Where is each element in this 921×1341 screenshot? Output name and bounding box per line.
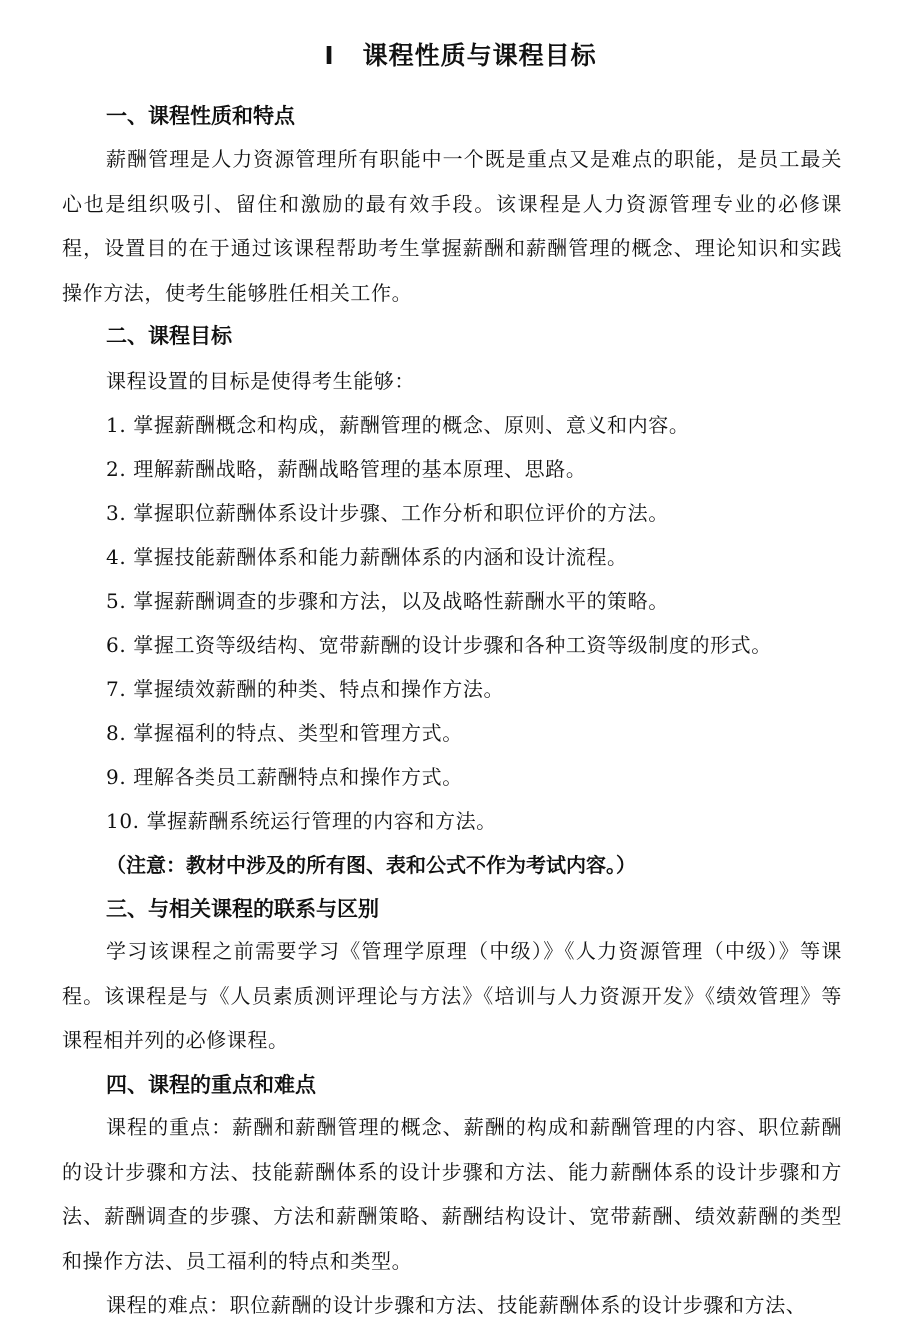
objective-item-2: 2. 理解薪酬战略，薪酬战略管理的基本原理、思路。 — [106, 457, 587, 481]
paragraph-key-points: 课程的重点：薪酬和薪酬管理的概念、薪酬的构成和薪酬管理的内容、职位薪酬的设计步骤和方法、技能薪酬体系的设计步骤和方法、能力薪酬体系的设计步骤和方法、薪酬调查的步骤、方法和薪酬策略、薪酬结构设计、宽带薪酬、绩效薪酬的类型和操作方法、员工福利的特点和类型。 — [62, 1115, 842, 1273]
objective-item-7: 7. 掌握绩效薪酬的种类、特点和操作方法。 — [106, 677, 505, 701]
section-heading-objectives: 二、课程目标 — [106, 324, 232, 348]
title-text: 课程性质与课程目标 — [362, 41, 597, 70]
page-title — [0, 38, 921, 74]
objective-item-6: 6. 掌握工资等级结构、宽带薪酬的设计步骤和各种工资等级制度的形式。 — [106, 633, 772, 657]
paragraph-difficult-points: 课程的难点：职位薪酬的设计步骤和方法、技能薪酬体系的设计步骤和方法、 — [106, 1293, 807, 1317]
paragraph-course-nature: 薪酬管理是人力资源管理所有职能中一个既是重点又是难点的职能，是员工最关心也是组织吸引、留住和激励的最有效手段。该课程是人力资源管理专业的必修课程，设置目的在于通过该课程帮助考生掌握薪酬和薪酬管理的概念、理论知识和实践操作方法，使考生能够胜任相关工作。 — [62, 147, 842, 305]
paragraph-related-courses: 学习该课程之前需要学习《管理学原理（中级）》《人力资源管理（中级）》等课程。该课程是与《人员素质测评理论与方法》《培训与人力资源开发》《绩效管理》等课程相并列的必修课程。 — [62, 939, 842, 1052]
exam-note: （注意：教材中涉及的所有图、表和公式不作为考试内容。） — [106, 853, 636, 877]
section-heading-related-courses: 三、与相关课程的联系与区别 — [106, 897, 379, 921]
title-number: Ⅰ — [324, 41, 335, 70]
objective-item-5: 5. 掌握薪酬调查的步骤和方法，以及战略性薪酬水平的策略。 — [106, 589, 669, 613]
objective-item-9: 9. 理解各类员工薪酬特点和操作方式。 — [106, 765, 463, 789]
section-heading-nature: 一、课程性质和特点 — [106, 104, 295, 128]
objectives-intro: 课程设置的目标是使得考生能够： — [106, 369, 415, 393]
objective-item-8: 8. 掌握福利的特点、类型和管理方式。 — [106, 721, 463, 745]
objective-item-3: 3. 掌握职位薪酬体系设计步骤、工作分析和职位评价的方法。 — [106, 501, 669, 525]
section-heading-key-points: 四、课程的重点和难点 — [106, 1073, 316, 1097]
objective-item-10: 10. 掌握薪酬系统运行管理的内容和方法。 — [106, 809, 497, 833]
objective-item-1: 1. 掌握薪酬概念和构成，薪酬管理的概念、原则、意义和内容。 — [106, 413, 690, 437]
objective-item-4: 4. 掌握技能薪酬体系和能力薪酬体系的内涵和设计流程。 — [106, 545, 628, 569]
